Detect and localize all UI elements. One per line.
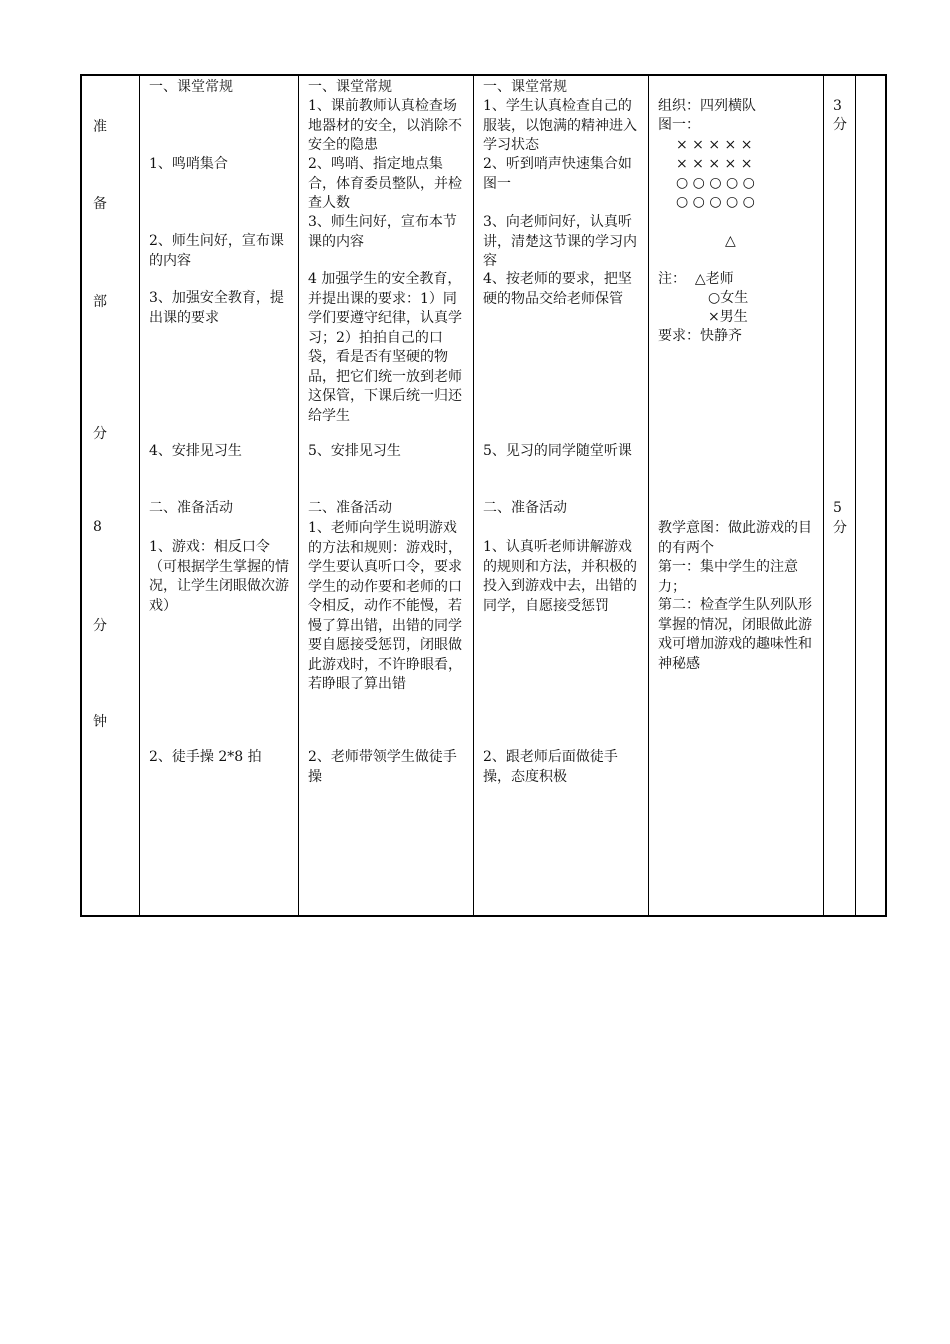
col3-heading: 一、课堂常规 — [483, 79, 567, 95]
col1-item: 1、鸣哨集合 — [149, 156, 228, 172]
col3-item: 4、按老师的要求，把坚硬的物品交给老师保管 — [483, 271, 632, 307]
org-text: 组织：四列横队 — [658, 98, 756, 114]
col2-item: 2、老师带领学生做徒手操 — [308, 749, 457, 785]
section-label-char: 部 — [93, 294, 107, 310]
formation-row-girls: ○ ○ ○ ○ ○ — [676, 175, 755, 191]
formation-row-girls: ○ ○ ○ ○ ○ — [676, 194, 755, 210]
legend-teacher: 注： △老师 — [658, 271, 734, 287]
col3-item: 2、听到哨声快速集合如图一 — [483, 156, 632, 192]
intent-first: 第一：集中学生的注意力； — [658, 559, 798, 595]
col1-item: 2、徒手操 2*8 拍 — [149, 749, 262, 765]
col2-item: 1、老师向学生说明游戏的方法和规则：游戏时，学生要认真听口令，要求学生的动作要和老师的口令相反，动作不能慢，若慢了算出错，出错的同学要自愿接受惩罚，闭眼做此游戏时，不许睁眼看，若睁眼了算出错 — [308, 520, 462, 692]
col3-item: 1、学生认真检查自己的服装，以饱满的精神进入学习状态 — [483, 98, 637, 153]
time-value: 5 — [833, 500, 842, 516]
legend-girls: ○女生 — [708, 290, 749, 306]
col1-item: 2、师生问好，宣布课的内容 — [149, 233, 284, 269]
col2-item: 3、师生问好，宣布本节课的内容 — [308, 214, 457, 250]
col1-item: 3、加强安全教育，提出课的要求 — [149, 290, 284, 326]
column-divider — [298, 76, 299, 915]
col3-item: 3、向老师问好，认真听讲，清楚这节课的学习内容 — [483, 214, 637, 269]
section-label-char: 钟 — [93, 714, 107, 730]
section-label-char: 备 — [93, 196, 107, 212]
col2-item: 1、课前教师认真检查场地器材的安全，以消除不安全的隐患 — [308, 98, 462, 153]
teaching-intent: 教学意图：做此游戏的目的有两个 — [658, 520, 812, 556]
column-divider — [473, 76, 474, 915]
col2-heading: 一、课堂常规 — [308, 79, 392, 95]
col2-item: 2、鸣哨、指定地点集合，体育委员整队，并检查人数 — [308, 156, 462, 211]
section-label-char: 分 — [93, 618, 107, 634]
time-unit: 分 — [833, 520, 847, 536]
intent-second: 第二：检查学生队列队形掌握的情况，闭眼做此游戏可增加游戏的趣味性和神秘感 — [658, 597, 812, 672]
column-divider — [648, 76, 649, 915]
col2-item: 4 加强学生的安全教育，并提出课的要求：1）同学们要遵守纪律，认真学习；2）拍拍自己的口袋，看是否有坚硬的物品，把它们统一放到老师这保管，下课后统一归还给学生 — [308, 271, 462, 424]
teacher-triangle-icon: △ — [725, 233, 736, 249]
col3-item: 5、见习的同学随堂听课 — [483, 443, 632, 459]
formation-row-boys: × × × × × — [676, 156, 753, 172]
section-label-char: 准 — [93, 119, 107, 135]
col1-item: 4、安排见习生 — [149, 443, 242, 459]
col3-item: 1、认真听老师讲解游戏的规则和方法，并积极的投入到游戏中去，出错的同学，自愿接受惩罚 — [483, 539, 637, 614]
col1-item: 1、游戏：相反口令（可根据学生掌握的情况，让学生闭眼做次游戏） — [149, 539, 289, 614]
col1-heading: 二、准备活动 — [149, 500, 233, 516]
legend-boys: ×男生 — [708, 309, 748, 325]
requirement-text: 要求：快静齐 — [658, 328, 742, 344]
section-label-char: 8 — [93, 519, 102, 535]
figure-label: 图一： — [658, 117, 700, 133]
col3-heading: 二、准备活动 — [483, 500, 567, 516]
time-value: 3 — [833, 98, 842, 114]
col3-item: 2、跟老师后面做徒手操，态度积极 — [483, 749, 618, 785]
lesson-plan-table — [80, 74, 887, 917]
time-unit: 分 — [833, 117, 847, 133]
column-divider — [139, 76, 140, 915]
col2-heading: 二、准备活动 — [308, 500, 392, 516]
col1-heading: 一、课堂常规 — [149, 79, 233, 95]
column-divider — [855, 76, 856, 915]
column-divider — [823, 76, 824, 915]
col2-item: 5、安排见习生 — [308, 443, 401, 459]
section-label-char: 分 — [93, 426, 107, 442]
formation-row-boys: × × × × × — [676, 137, 753, 153]
